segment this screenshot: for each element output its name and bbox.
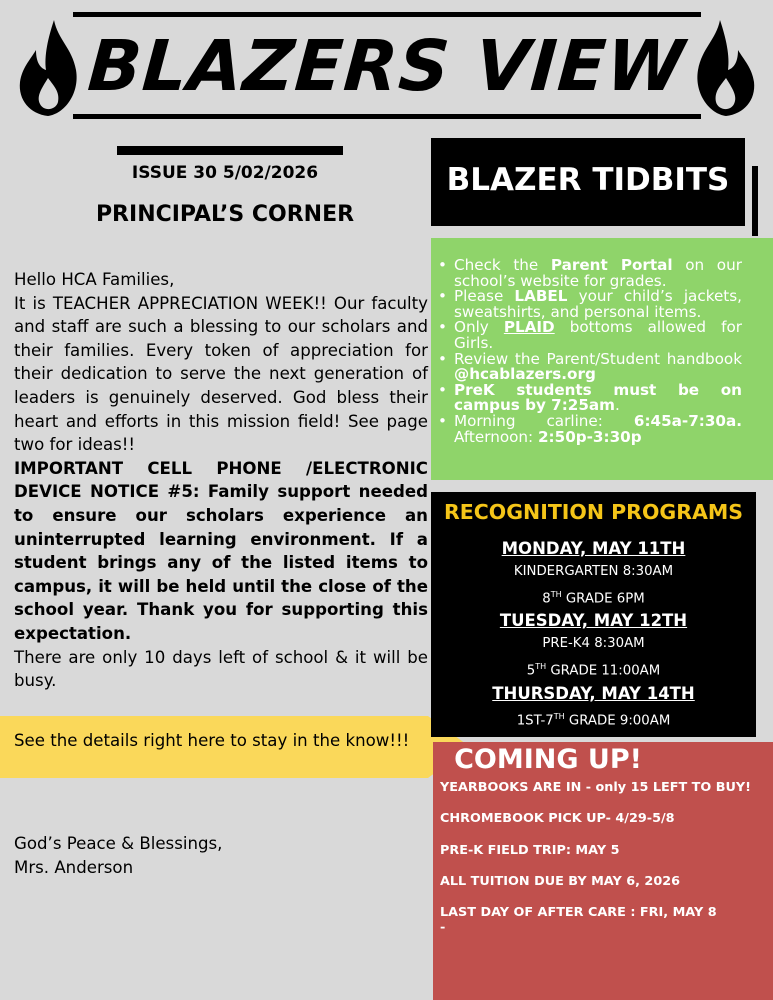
coming-up-item: YEARBOOKS ARE IN - only 15 LEFT TO BUY! — [440, 780, 751, 795]
coming-up-item: - — [440, 920, 446, 935]
flame-icon-left — [14, 18, 84, 118]
recognition-day: MONDAY, MAY 11TH — [501, 539, 686, 558]
coming-up-item: LAST DAY OF AFTER CARE : FRI, MAY 8 — [440, 905, 717, 920]
coming-up-item: PRE-K FIELD TRIP: MAY 5 — [440, 843, 620, 858]
tidbit-item: • Only PLAID bottoms allowed for Girls. — [434, 320, 742, 351]
tidbit-item: • Please LABEL your child’s jackets, sweatshirts, and personal items. — [434, 289, 742, 320]
recognition-title: RECOGNITION PROGRAMS — [443, 500, 744, 524]
recognition-item: 8TH GRADE 6PM — [542, 590, 645, 607]
coming-up-item: ALL TUITION DUE BY MAY 6, 2026 — [440, 874, 681, 889]
flame-icon-right — [690, 18, 760, 118]
issue-label: ISSUE 30 5/02/2026 — [131, 163, 319, 183]
issue-rule — [117, 146, 343, 155]
recognition-item: 5TH GRADE 11:00AM — [526, 662, 661, 679]
principal-corner-heading: PRINCIPAL’S CORNER — [95, 202, 355, 227]
recognition-item: PRE-K4 8:30AM — [542, 636, 645, 652]
header-bottom-rule — [73, 114, 701, 119]
tidbits-title: BLAZER TIDBITS — [446, 162, 730, 198]
tidbits-side-bar — [752, 166, 758, 236]
tidbits-list — [434, 258, 742, 445]
arrow-banner-text: See the details right here to stay in the know!!! — [14, 731, 410, 750]
tidbit-item: • Review the Parent/Student handbook @hcablazers.org — [434, 352, 742, 383]
signature-block — [14, 832, 222, 880]
recognition-schedule — [431, 538, 756, 732]
recognition-day: TUESDAY, MAY 12TH — [499, 611, 688, 631]
coming-up-item: CHROMEBOOK PICK UP- 4/29-5/8 — [440, 811, 675, 826]
recognition-item: 1ST-7TH GRADE 9:00AM — [516, 711, 671, 729]
device-notice: IMPORTANT CELL PHONE /ELECTRONIC DEVICE NOTICE #5: Family support needed to ensure our scholars experience an uninterrupted learning environment. If a student brings any of the listed items to campus, it will be held until the close of the school year. Thank you for supporting this expectation. — [14, 458, 428, 643]
letter-paragraph-1: It is TEACHER APPRECIATION WEEK!! Our faculty and staff are such a blessing to our scholars and their families. Every token of appreciation for their dedication to serve the next generation of leaders is genuinely deserved. God bless their heart and efforts in this mission field! See page two for ideas!! — [14, 293, 428, 455]
tidbit-item: • Morning carline: 6:45a-7:30a. Afternoon: 2:50p-3:30p — [434, 414, 742, 445]
letter-paragraph-2: There are only 10 days left of school & it will be busy. — [14, 647, 428, 691]
signature-name: Mrs. Anderson — [14, 858, 134, 877]
coming-up-title: COMING UP! — [454, 744, 642, 775]
closing-line: God’s Peace & Blessings, — [14, 834, 223, 853]
tidbit-item: • PreK students must be on campus by 7:25am. — [434, 383, 742, 414]
recognition-item: KINDERGARTEN 8:30AM — [513, 564, 674, 579]
recognition-day: THURSDAY, MAY 14TH — [492, 683, 695, 703]
header-top-rule — [73, 12, 701, 17]
greeting: Hello HCA Families, — [14, 270, 175, 289]
principal-letter — [14, 268, 428, 693]
newsletter-title: BLAZERS VIEW — [85, 25, 688, 107]
tidbit-item: • Check the Parent Portal on our school’s website for grades. — [434, 258, 742, 289]
